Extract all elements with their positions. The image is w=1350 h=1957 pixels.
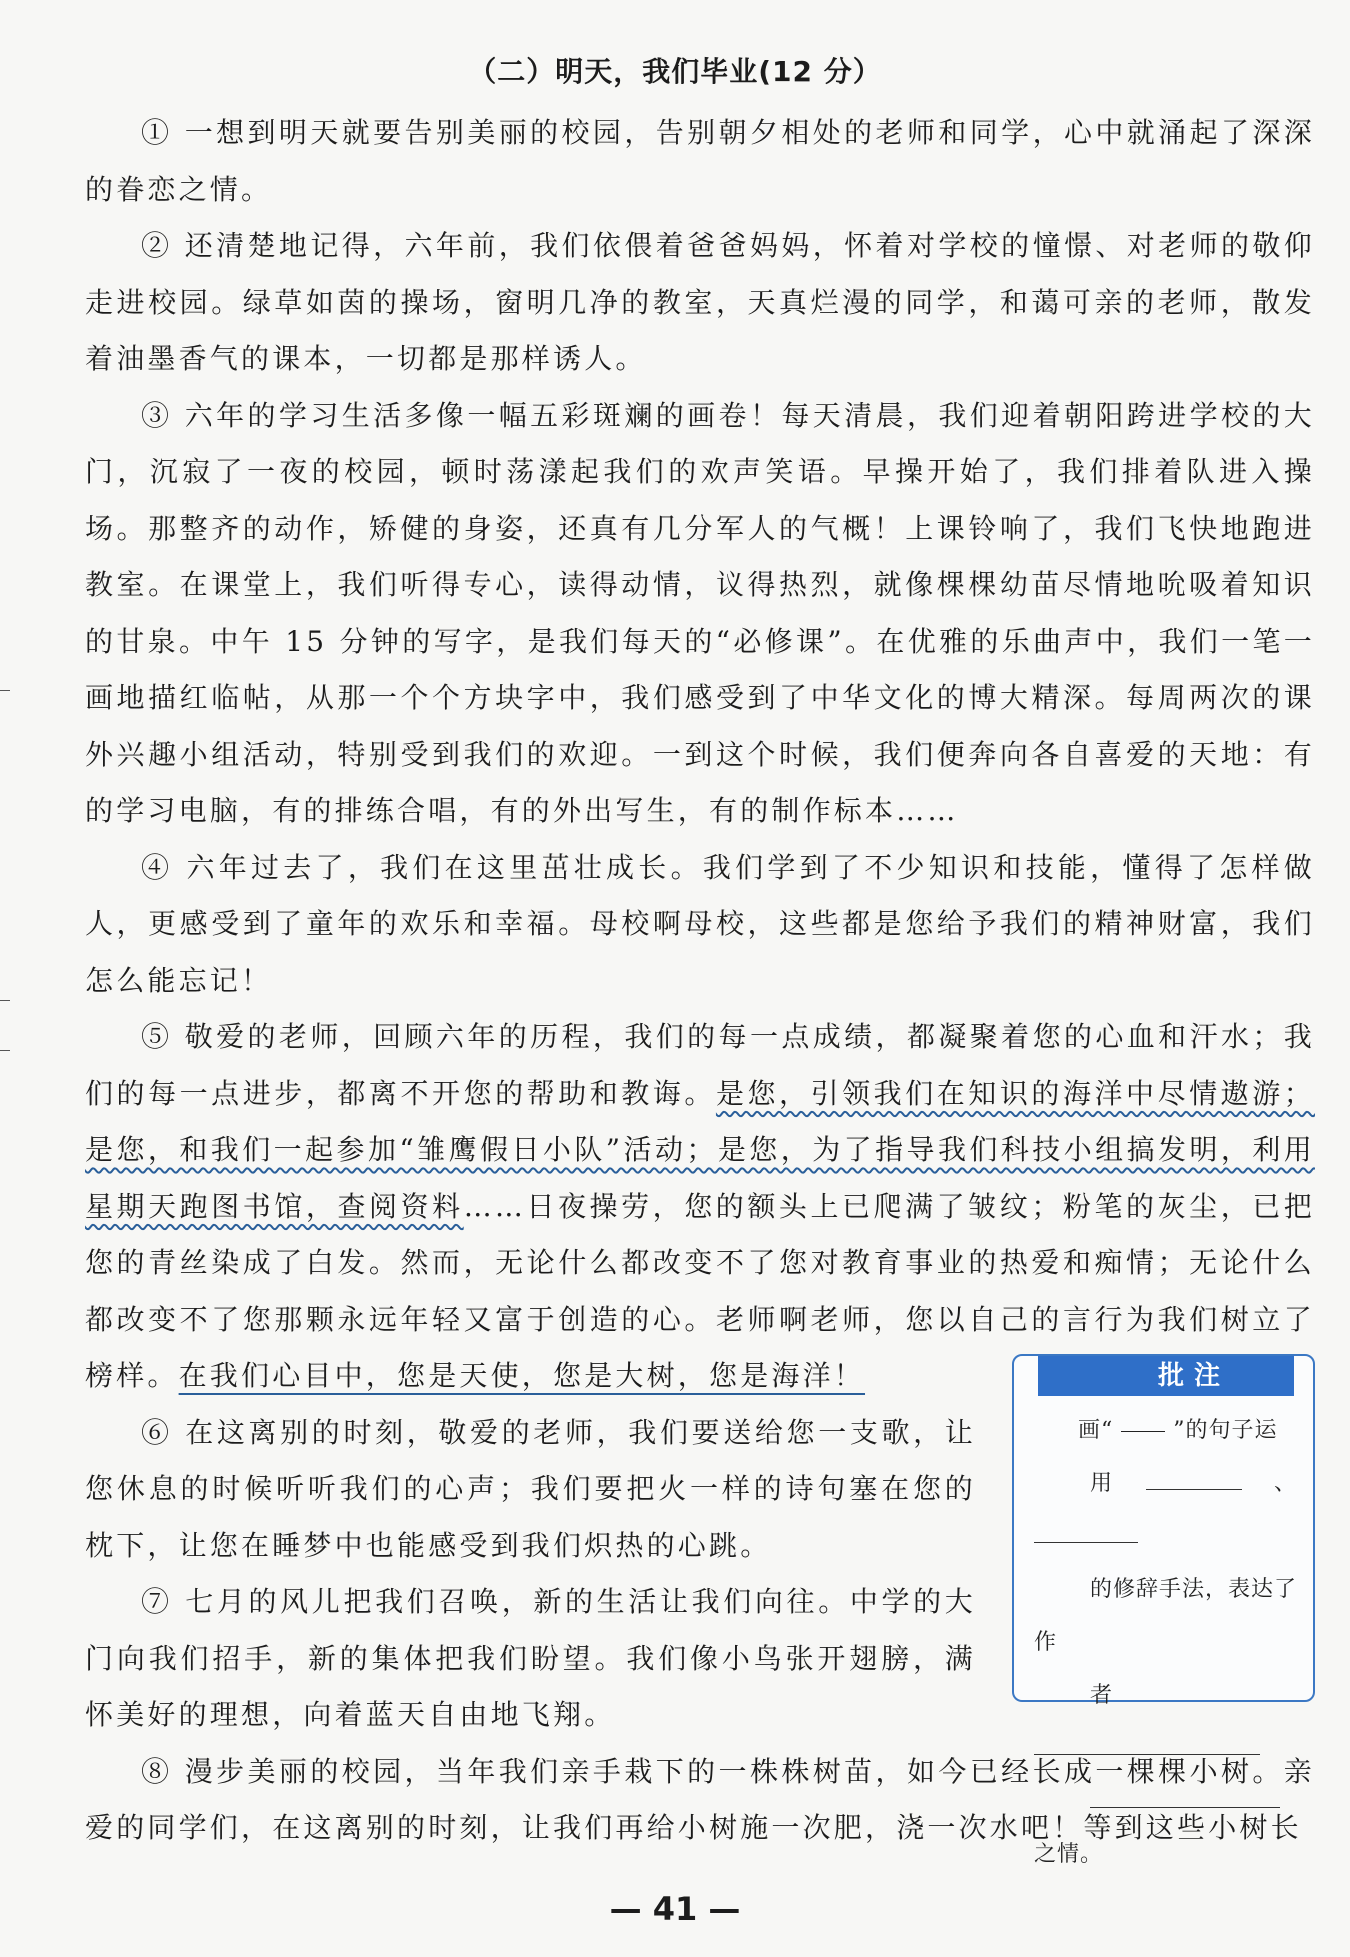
annotation-line-1: 画“ ”的句子运	[1078, 1418, 1278, 1443]
wavy-underlined-sentence: 是您，引领我们在知识的海洋中尽情遨游；是您，和我们一起参加“雏鹰假日小队”活动；是您，为了指导我们科技小组搞发明，利用星期天跑图书馆，查阅资料	[85, 1076, 1315, 1223]
line-sample-icon	[1121, 1431, 1165, 1432]
answer-blank-4[interactable]	[1090, 1783, 1280, 1808]
straight-underlined-sentence: 在我们心目中，您是天使，您是大树，您是海洋！	[178, 1359, 866, 1392]
page-number: — 41 —	[609, 1890, 741, 1928]
margin-mark	[0, 1000, 10, 1001]
paragraph-2: ② 还清楚地记得，六年前，我们依偎着爸爸妈妈，怀着对学校的憧憬、对老师的敬仰走进校园。绿草如茵的操场，窗明几净的教室，天真烂漫的同学，和蔼可亲的老师，散发着油墨香气的课本，一切都是那样诱人。	[85, 229, 1315, 375]
annotation-line-5: 之情。	[1034, 1775, 1297, 1881]
paragraph-5-text-b: ……日夜操劳，您的额头上已爬满了皱纹；粉笔的灰尘，已把您的青丝染成了白发。然而，无论什么都改变不了您对教育事业的热爱和痴情；无论什么都改变不了您那颗永远年轻又富于创造的心。老师啊老师，您以自己的言行为我们树立了榜样。	[85, 1189, 1316, 1392]
answer-blank-3[interactable]	[1034, 1730, 1260, 1755]
paragraph-5-text-a: ⑤ 敬爱的老师，回顾六年的历程，我们的每一点成绩，都凝聚着您的心血和汗水；我们的每一点进步，都离不开您的帮助和教诲。	[85, 1020, 1315, 1110]
reading-passage	[85, 105, 1316, 1867]
answer-blank-1[interactable]	[1146, 1465, 1242, 1490]
annotation-line-2: 用 、	[1034, 1457, 1297, 1563]
paragraph-7: ⑦ 七月的风儿把我们召唤，新的生活让我们向往。中学的大门向我们招手，新的集体把我们盼望。我们像小鸟张开翅膀，满怀美好的理想，向着蓝天自由地飞翔。	[85, 1585, 976, 1731]
annotation-header: 批注	[1038, 1356, 1294, 1396]
section-title: （二）明天，我们毕业(12 分）	[468, 55, 882, 88]
paragraph-8: ⑧ 漫步美丽的校园，当年我们亲手栽下的一株株树苗，如今已经长成一棵棵小树。亲爱的同学们，在这离别的时刻，让我们再给小树施一次肥，浇一次水吧！等到这些小树长	[85, 1754, 1315, 1844]
margin-mark	[0, 690, 10, 691]
annotation-box	[1012, 1354, 1315, 1867]
paragraph-6: ⑥ 在这离别的时刻，敬爱的老师，我们要送给您一支歌，让您休息的时候听听我们的心声；我们要把火一样的诗句塞在您的枕下，让您在睡梦中也能感受到我们炽热的心跳。	[85, 1415, 976, 1562]
annotation-line-3: 的修辞手法，表达了作	[1034, 1577, 1298, 1655]
paragraph-4: ④ 六年过去了，我们在这里茁壮成长。我们学到了不少知识和技能，懂得了怎样做人，更感受到了童年的欢乐和幸福。母校啊母校，这些都是您给予我们的精神财富，我们怎么能忘记！	[85, 850, 1315, 997]
annotation-line-4: 者	[1034, 1669, 1297, 1775]
margin-mark	[0, 1050, 10, 1051]
annotation-body	[1034, 1404, 1297, 1881]
paragraph-1: ① 一想到明天就要告别美丽的校园，告别朝夕相处的老师和同学，心中就涌起了深深的眷恋之情。	[85, 116, 1315, 206]
answer-blank-2[interactable]	[1034, 1518, 1138, 1543]
paragraph-3: ③ 六年的学习生活多像一幅五彩斑斓的画卷！每天清晨，我们迎着朝阳跨进学校的大门，沉寂了一夜的校园，顿时荡漾起我们的欢声笑语。早操开始了，我们排着队进入操场。那整齐的动作，矫健的身姿，还真有几分军人的气概！上课铃响了，我们飞快地跑进教室。在课堂上，我们听得专心，读得动情，议得热烈，就像棵棵幼苗尽情地吮吸着知识的甘泉。中午 15 分钟的写字，是我们每天的“必修课”。在优雅的乐曲声中，我们一笔一画地描红临帖，从那一个个方块字中，我们感受到了中华文化的博大精深。每周两次的课外兴趣小组活动，特别受到我们的欢迎。一到这个时候，我们便奔向各自喜爱的天地：有的学习电脑，有的排练合唱，有的外出写生，有的制作标本……	[85, 398, 1315, 827]
